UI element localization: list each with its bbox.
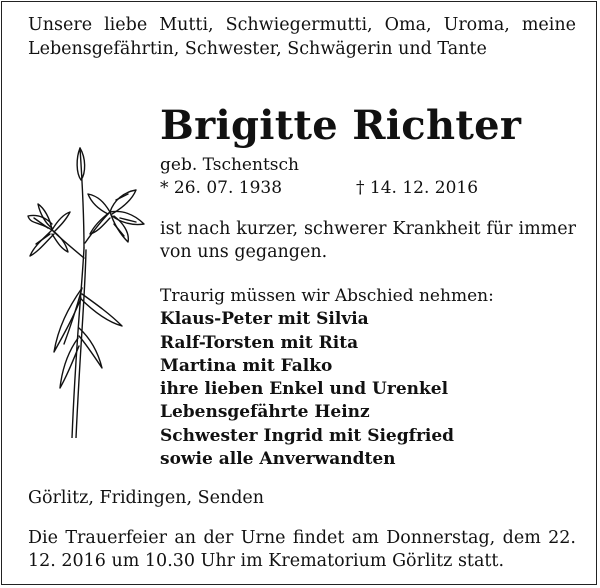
life-dates bbox=[160, 177, 580, 199]
deceased-name: Brigitte Richter bbox=[160, 102, 522, 149]
mourners-list bbox=[160, 285, 576, 471]
mourner-name: Schwester Ingrid mit Siegfried bbox=[160, 425, 455, 446]
intro-text: Unsere liebe Mutti, Schwiegermutti, Oma, Uroma, meine Lebensgefährtin, Schwester, Schwägerin und Tante bbox=[28, 15, 576, 59]
mourners-lead: Traurig müssen wir Abschied nehmen: bbox=[160, 286, 494, 306]
birth-name: geb. Tschentsch bbox=[160, 155, 299, 175]
mourner-name: Martina mit Falko bbox=[160, 355, 333, 376]
death-date: † 14. 12. 2016 bbox=[356, 178, 479, 198]
places-text: Görlitz, Fridingen, Senden bbox=[28, 488, 265, 508]
obituary-frame bbox=[1, 1, 597, 585]
mourner-name: Ralf-Torsten mit Rita bbox=[160, 332, 359, 353]
mourner-name: Lebensgefährte Heinz bbox=[160, 402, 370, 423]
mourner-name: Klaus-Peter mit Silvia bbox=[160, 309, 369, 330]
funeral-notice: Die Trauerfeier an der Urne findet am Donnerstag, dem 22. 12. 2016 um 10.30 Uhr im Krematorium Görlitz statt. bbox=[28, 528, 576, 571]
passing-message: ist nach kurzer, schwerer Krankheit für immer von uns gegangen. bbox=[160, 219, 576, 262]
lily-illustration bbox=[24, 138, 148, 438]
mourner-name: sowie alle Anverwandten bbox=[160, 449, 396, 470]
birth-date: * 26. 07. 1938 bbox=[160, 178, 283, 198]
mourner-name: ihre lieben Enkel und Urenkel bbox=[160, 379, 449, 400]
